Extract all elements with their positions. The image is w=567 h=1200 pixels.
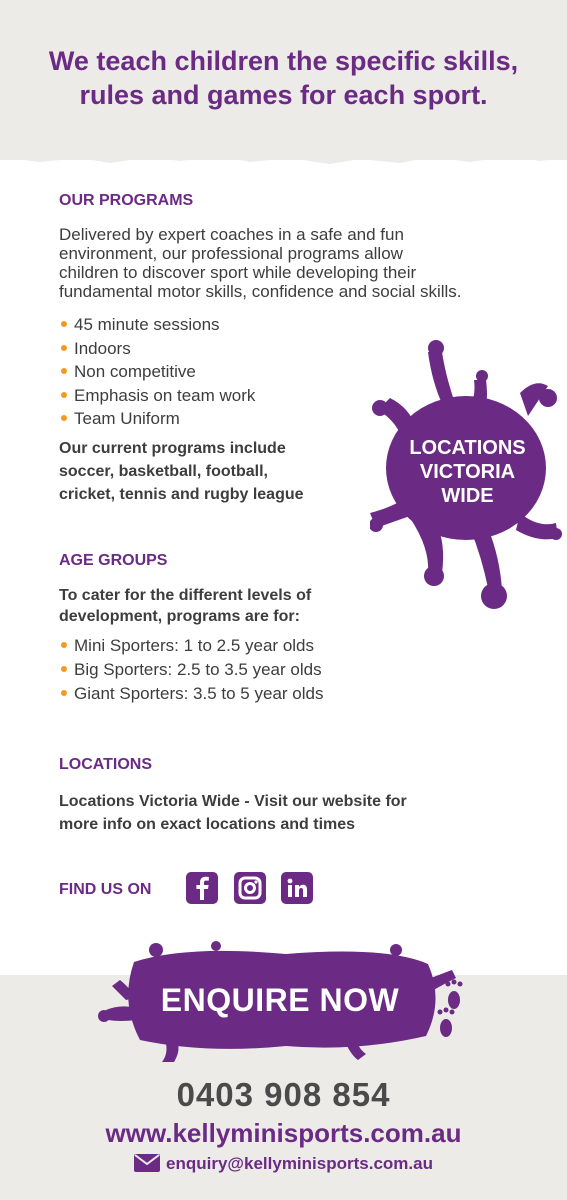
bullet-icon bbox=[61, 392, 67, 398]
headline bbox=[0, 44, 567, 112]
programs-description-line: environment, our professional programs allow bbox=[59, 244, 403, 263]
website-link[interactable]: www.kellyminisports.com.au bbox=[105, 1118, 462, 1148]
email-address: enquiry@kellyminisports.com.au bbox=[166, 1154, 433, 1173]
list-item bbox=[59, 384, 255, 408]
headline-line-1: We teach children the specific skills, bbox=[48, 46, 519, 76]
find-us-label: FIND US ON bbox=[59, 881, 152, 898]
badge-line: WIDE bbox=[441, 485, 494, 507]
envelope-icon bbox=[134, 1154, 160, 1177]
phone-number[interactable]: 0403 908 854 bbox=[176, 1076, 391, 1113]
locations-heading: LOCATIONS bbox=[59, 756, 153, 773]
programs-feature-list bbox=[59, 313, 255, 431]
bullet-icon bbox=[61, 690, 67, 696]
programs-description-line: fundamental motor skills, confidence and social skills. bbox=[59, 282, 462, 301]
locations-text bbox=[59, 790, 407, 836]
torn-paper-edge bbox=[0, 144, 567, 174]
programs-description-line: children to discover sport while developing their bbox=[59, 263, 417, 282]
list-item bbox=[59, 682, 323, 706]
list-item bbox=[59, 634, 323, 658]
age-groups-intro-line: development, programs are for: bbox=[59, 608, 300, 625]
list-item-text: Non competitive bbox=[74, 362, 196, 381]
list-item-text: Mini Sporters: 1 to 2.5 year olds bbox=[74, 636, 315, 655]
list-item-text: Team Uniform bbox=[74, 409, 180, 428]
current-programs-line: Our current programs include bbox=[59, 440, 286, 457]
programs-description bbox=[59, 225, 462, 301]
programs-heading: OUR PROGRAMS bbox=[59, 192, 194, 209]
enquire-now-button[interactable]: ENQUIRE NOW bbox=[160, 982, 400, 1018]
current-programs-line: cricket, tennis and rugby league bbox=[59, 486, 304, 503]
age-groups-heading: AGE GROUPS bbox=[59, 552, 168, 569]
bullet-icon bbox=[61, 415, 67, 421]
list-item-text: Giant Sporters: 3.5 to 5 year olds bbox=[74, 684, 324, 703]
bullet-icon bbox=[61, 368, 67, 374]
locations-text-line: more info on exact locations and times bbox=[59, 816, 356, 833]
list-item bbox=[59, 658, 323, 682]
list-item-text: Emphasis on team work bbox=[74, 385, 256, 405]
list-item-text: Indoors bbox=[74, 338, 131, 358]
bullet-icon bbox=[61, 642, 67, 648]
bullet-icon bbox=[61, 345, 67, 351]
email-link[interactable] bbox=[0, 1154, 567, 1177]
list-item bbox=[59, 337, 255, 361]
badge-line: LOCATIONS bbox=[409, 437, 526, 459]
current-programs-line: soccer, basketball, football, bbox=[59, 463, 268, 480]
age-groups-list bbox=[59, 634, 323, 706]
instagram-icon[interactable] bbox=[234, 872, 266, 904]
linkedin-icon[interactable] bbox=[281, 872, 313, 904]
list-item bbox=[59, 407, 255, 431]
badge-label bbox=[395, 436, 540, 508]
list-item bbox=[59, 360, 255, 384]
facebook-icon[interactable] bbox=[186, 872, 218, 904]
bullet-icon bbox=[61, 666, 67, 672]
list-item bbox=[59, 313, 255, 337]
programs-description-line: Delivered by expert coaches in a safe and fun bbox=[59, 225, 404, 244]
bullet-icon bbox=[61, 321, 67, 327]
list-item-text: 45 minute sessions bbox=[74, 315, 220, 334]
headline-line-2: rules and games for each sport. bbox=[79, 80, 488, 110]
badge-line: VICTORIA bbox=[419, 461, 516, 483]
age-groups-intro-line: To cater for the different levels of bbox=[59, 587, 312, 604]
age-groups-intro bbox=[59, 585, 311, 627]
locations-text-line: Locations Victoria Wide - Visit our website for bbox=[59, 793, 407, 810]
list-item-text: Big Sporters: 2.5 to 3.5 year olds bbox=[74, 660, 322, 679]
current-programs-text bbox=[59, 437, 304, 506]
